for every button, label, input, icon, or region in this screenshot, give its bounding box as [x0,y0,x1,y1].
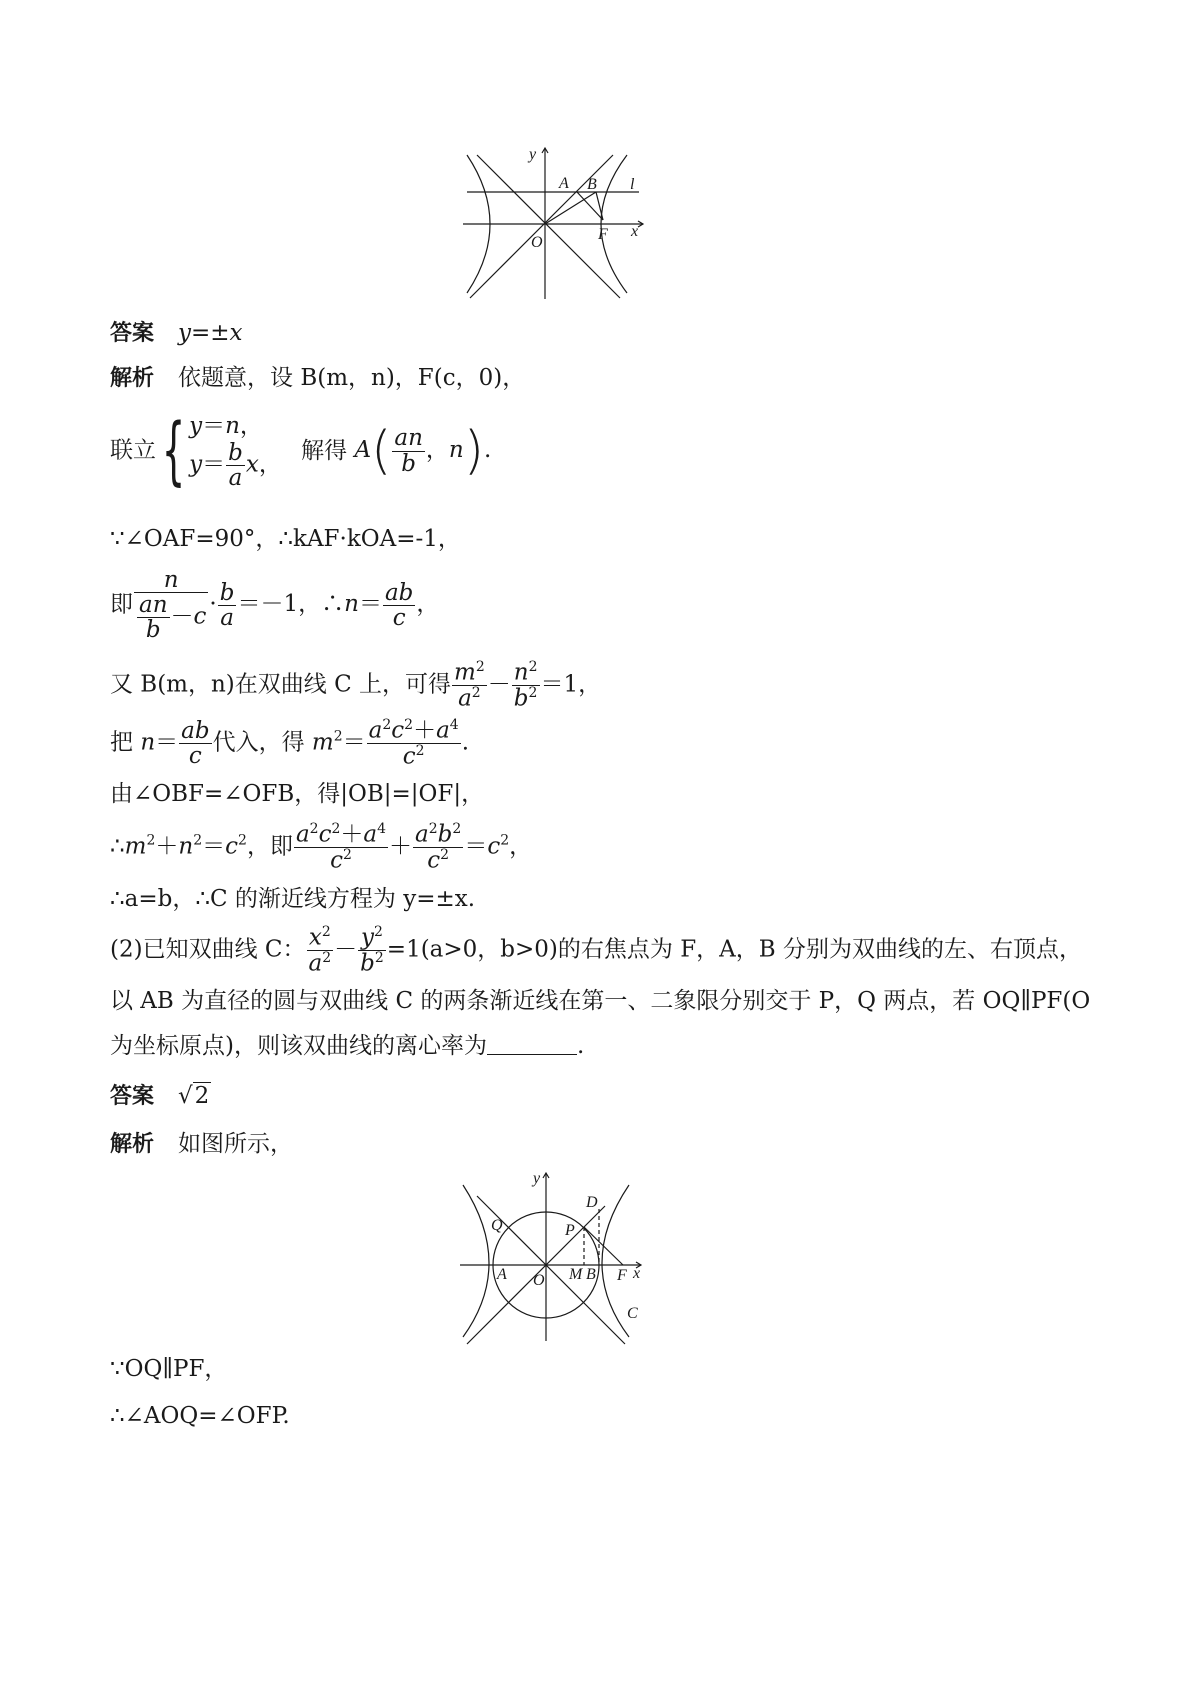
label-y: y [529,146,537,163]
daigru-text: 代入，得 [212,729,305,756]
label-x: x [631,223,639,240]
label-A-2: A [497,1266,507,1283]
ji-row: 即 n $\frac{an}{b}$ －c · $\frac{b}{a}$ ＝－1，∴n＝ $\frac{ab}{c}$ ， [110,567,440,644]
eq-2: y＝ $\frac{b}{a}$ x， [189,439,282,491]
label-F-2: F [617,1267,627,1284]
label-O-2: O [533,1272,545,1289]
analysis-text-2: 如图所示， [178,1131,294,1157]
q2-stem-prefix: (2)已知双曲线 C： [110,936,306,963]
segment-PF [584,1227,623,1265]
hyperbola-figure-1 [455,143,655,303]
ji-text: 即 [110,591,133,618]
answer-blank [487,1054,577,1055]
solve-mid: 解得 [301,437,348,464]
equal-row: 由∠OBF=∠OFB，得|OB|=|OF|， [110,781,485,807]
equation-system [189,412,282,490]
hyperbola-text: 又 B(m，n)在双曲线 C 上，可得 [110,671,452,698]
sqrt-answer: √2 [178,1083,210,1109]
answer-label: 答案 [110,321,155,346]
label-C: C [627,1305,638,1322]
setup-text: 依题意，设 B(m，n)，F(c，0)， [178,365,526,391]
label-P: P [565,1222,575,1239]
label-A: A [559,175,569,192]
answer-value: y=±x [178,320,243,346]
system-row [110,408,492,495]
angle-row-2: ∴∠AOQ=∠OFP. [110,1403,290,1429]
label-x-2: x [633,1265,641,1282]
sum-row: $\therefore m^2+n^2=c^2$，即 $\frac{a^2c^2+a^4}{c^2}$ ＋ $\frac{a^2b^2}{c^2}$ $=c^2$， [110,821,533,874]
q2-stem-line-3: 为坐标原点)，则该双曲线的离心率为 . [110,1033,585,1059]
label-O: O [531,234,543,251]
conclusion-row: ∴a=b，∴C 的渐近线方程为 y=±x. [110,886,476,912]
solve-prefix: 联立 [110,437,156,464]
substitute-row: 把 n＝ $\frac{ab}{c}$ 代入，得 $m^2=$ $\frac{a^2c^2+a^4}{c^2}$ . [110,717,470,770]
hyperbola-figure-2 [455,1165,655,1345]
answer-value-2: 2 [194,1083,210,1109]
label-y-2: y [533,1170,541,1187]
label-B-2: B [586,1266,596,1283]
analysis-row-2 [110,1133,293,1156]
label-M: M [569,1266,583,1283]
point-A: A( $\frac{an}{b}$ ，n). [354,421,492,482]
parallel-row: ∵OQ∥PF， [110,1356,228,1382]
eq-1: y＝n， [189,413,263,439]
hyperbola-right-branch-2 [602,1185,629,1337]
answer-row-2 [110,1085,211,1108]
label-Q: Q [491,1217,503,1234]
analysis-label-2: 解析 [110,1132,155,1157]
angle-row: ∵∠OAF=90°，∴kAF·kOA=-1， [110,526,461,552]
hyperbola-row: 又 B(m，n)在双曲线 C 上，可得 $\frac{m^2}{a^2}$ － $\frac{n^2}{b^2}$ ＝1， [110,659,602,712]
q2-stem-line3-text: 为坐标原点)，则该双曲线的离心率为 [110,1033,487,1059]
label-l: l [630,176,635,193]
hyperbola-left-branch-2 [463,1185,489,1337]
q2-stem-tail: =1(a>0，b>0)的右焦点为 F，A，B 分别为双曲线的左、右顶点， [386,936,1082,963]
analysis-label: 解析 [110,366,155,391]
label-B: B [587,176,597,193]
label-F: F [598,226,608,243]
label-D: D [586,1194,598,1211]
answer-label-2: 答案 [110,1084,155,1109]
answer-row-1 [110,322,243,345]
analysis-row-1 [110,367,525,390]
q2-stem-line-2: 以 AB 为直径的圆与双曲线 C 的两条渐近线在第一、二象限分别交于 P，Q 两点，若 OQ∥PF(O [110,988,1091,1014]
q2-stem-line-1: (2)已知双曲线 C： $\frac{x^2}{a^2}$ － $\frac{y^2}{b^2}$ =1(a>0，b>0)的右焦点为 F，A，B 分别为双曲线的左、右顶点， [110,924,1082,977]
slope-fraction: n $\frac{an}{b}$ －c [134,568,208,642]
system-brace: { [161,408,186,495]
ba-text: 把 [110,729,133,756]
